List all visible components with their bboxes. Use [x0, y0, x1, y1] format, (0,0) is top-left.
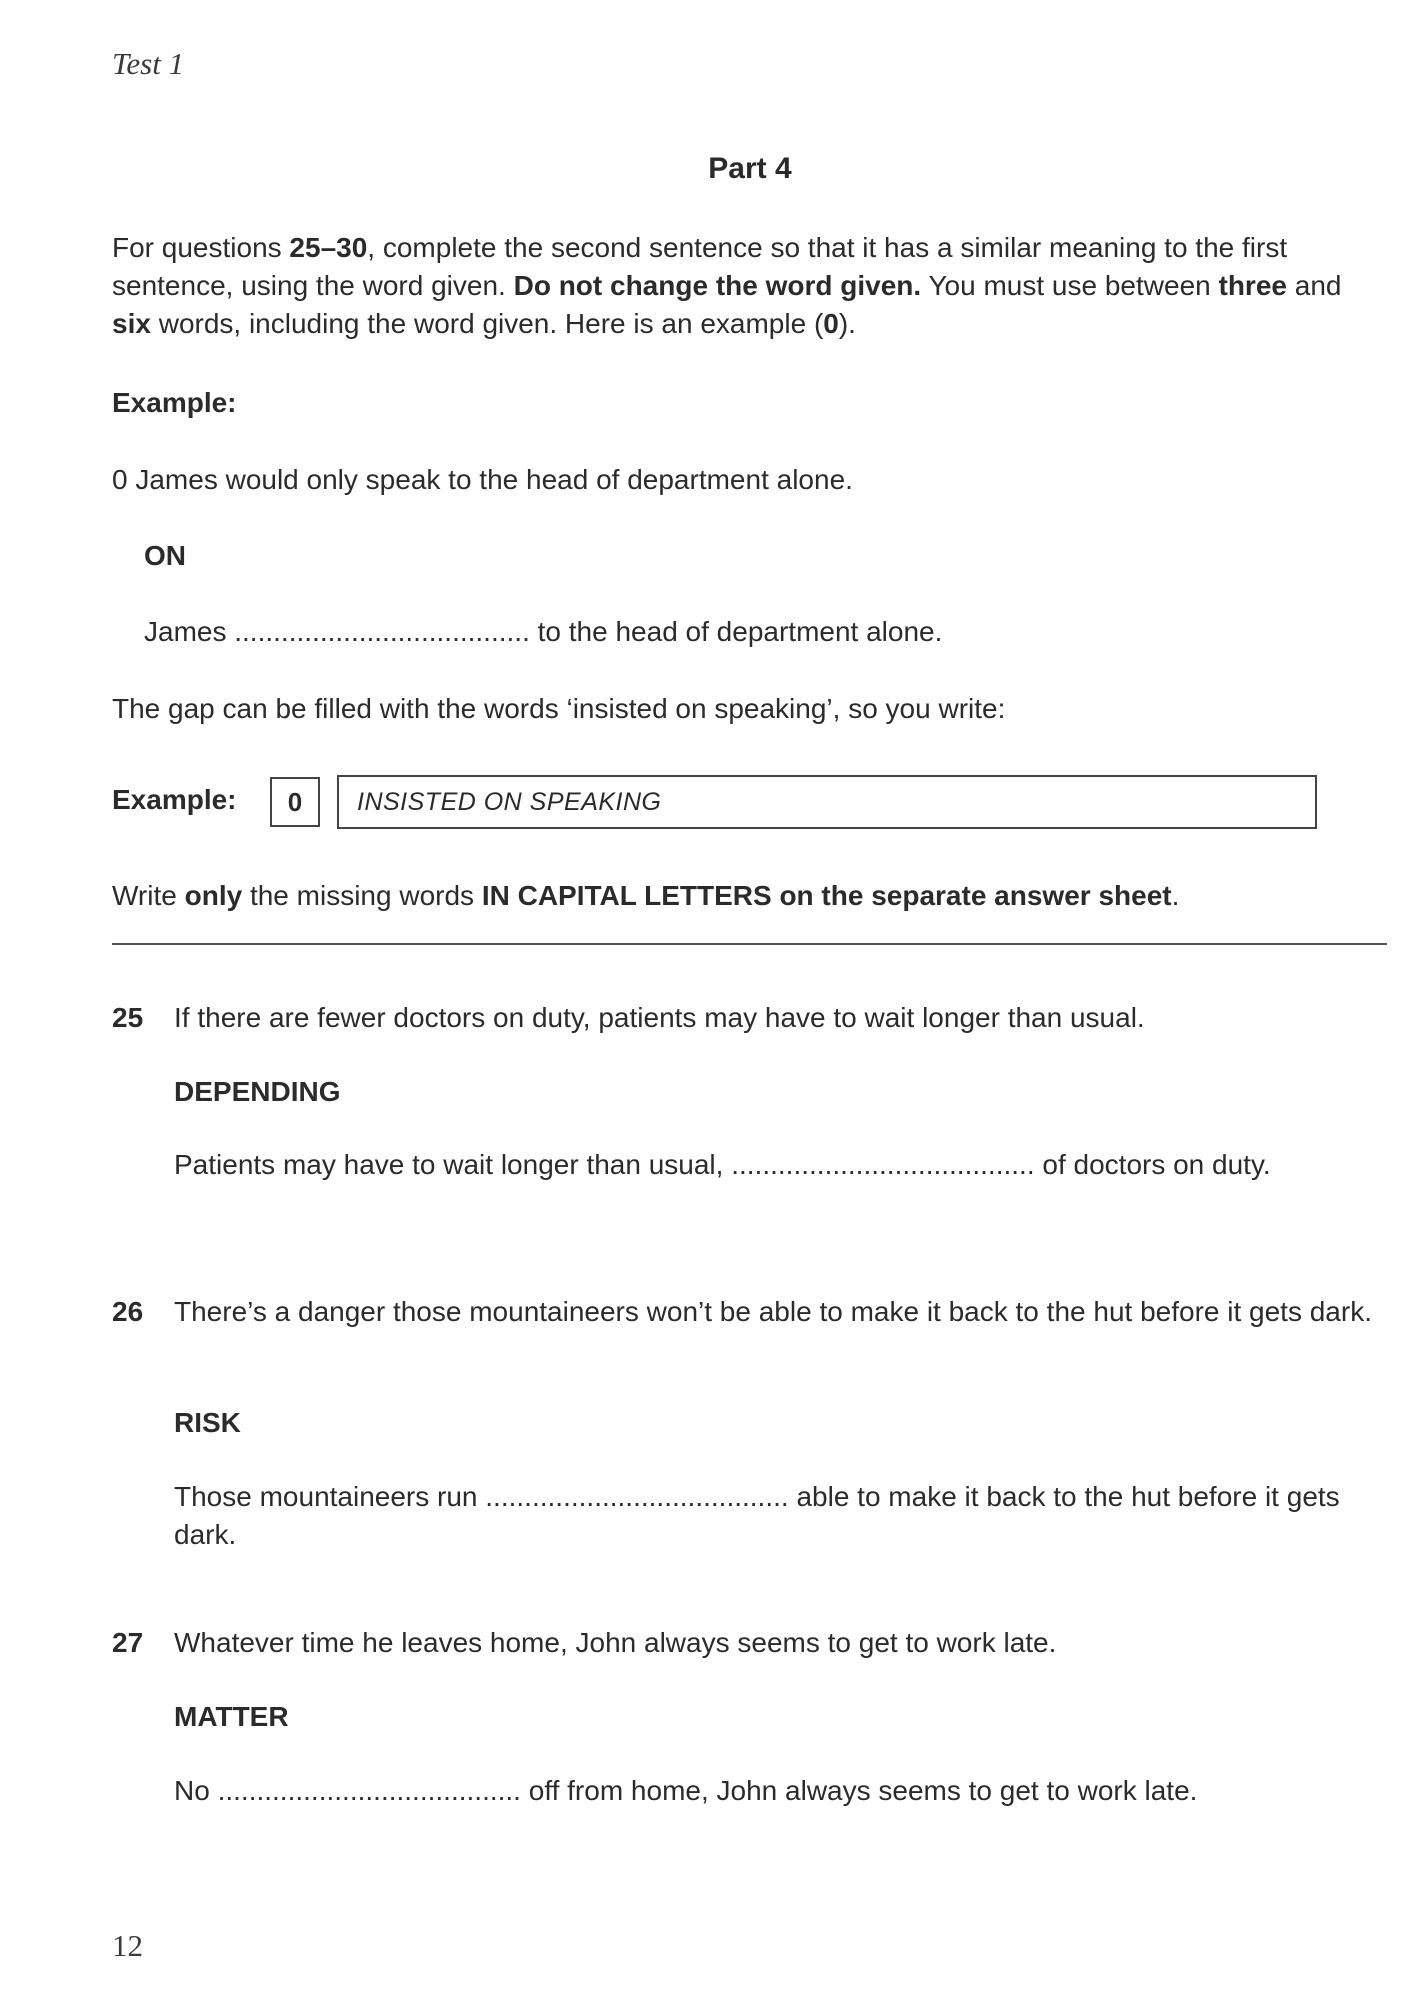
example-number-box: 0 — [270, 777, 320, 827]
question-number: 27 — [112, 1627, 144, 1658]
write-only-instruction: Write only the missing words IN CAPITAL LETTERS on the separate answer sheet. — [112, 880, 1180, 911]
question-sentence: Whatever time he leaves home, John always seems to get to work late. — [174, 1627, 1057, 1658]
example-sentence: 0 James would only speak to the head of department alone. — [112, 464, 853, 495]
example-box-label: Example: — [112, 784, 237, 815]
question-gapped-sentence: No ....................................... off from home, John always seems to get to work late. — [174, 1775, 1198, 1806]
test-label: Test 1 — [112, 46, 185, 81]
question-sentence: If there are fewer doctors on duty, patients may have to wait longer than usual. — [174, 1002, 1145, 1033]
example-answer-box: INSISTED ON SPEAKING — [337, 775, 1317, 829]
section-divider — [112, 943, 1387, 945]
question-gapped-sentence: Patients may have to wait longer than usual, ....................................... of doctors on duty. — [174, 1149, 1271, 1180]
page-number: 12 — [112, 1928, 143, 1963]
instructions: For questions 25–30, complete the second sentence so that it has a similar meaning to the first sentence, using the word given. Do not change the word given. You must use between three and six words, including the word given. Here is an example (0). — [112, 232, 1342, 339]
example-gap-note: The gap can be filled with the words ‘insisted on speaking’, so you write: — [112, 693, 1006, 724]
question-keyword: RISK — [174, 1407, 241, 1438]
question-number: 25 — [112, 1002, 144, 1033]
part-title: Part 4 — [708, 152, 792, 185]
question-sentence: There’s a danger those mountaineers won’t be able to make it back to the hut before it gets dark. — [174, 1296, 1372, 1327]
question-keyword: MATTER — [174, 1701, 289, 1732]
example-heading: Example: — [112, 387, 237, 418]
example-gapped-sentence: James ...................................... to the head of department alone. — [144, 616, 943, 647]
question-keyword: DEPENDING — [174, 1076, 341, 1107]
example-keyword: ON — [144, 540, 186, 571]
question-gapped-sentence: Those mountaineers run ....................................... able to make it back to the hut before it gets dark. — [174, 1481, 1340, 1550]
question-number: 26 — [112, 1296, 144, 1327]
